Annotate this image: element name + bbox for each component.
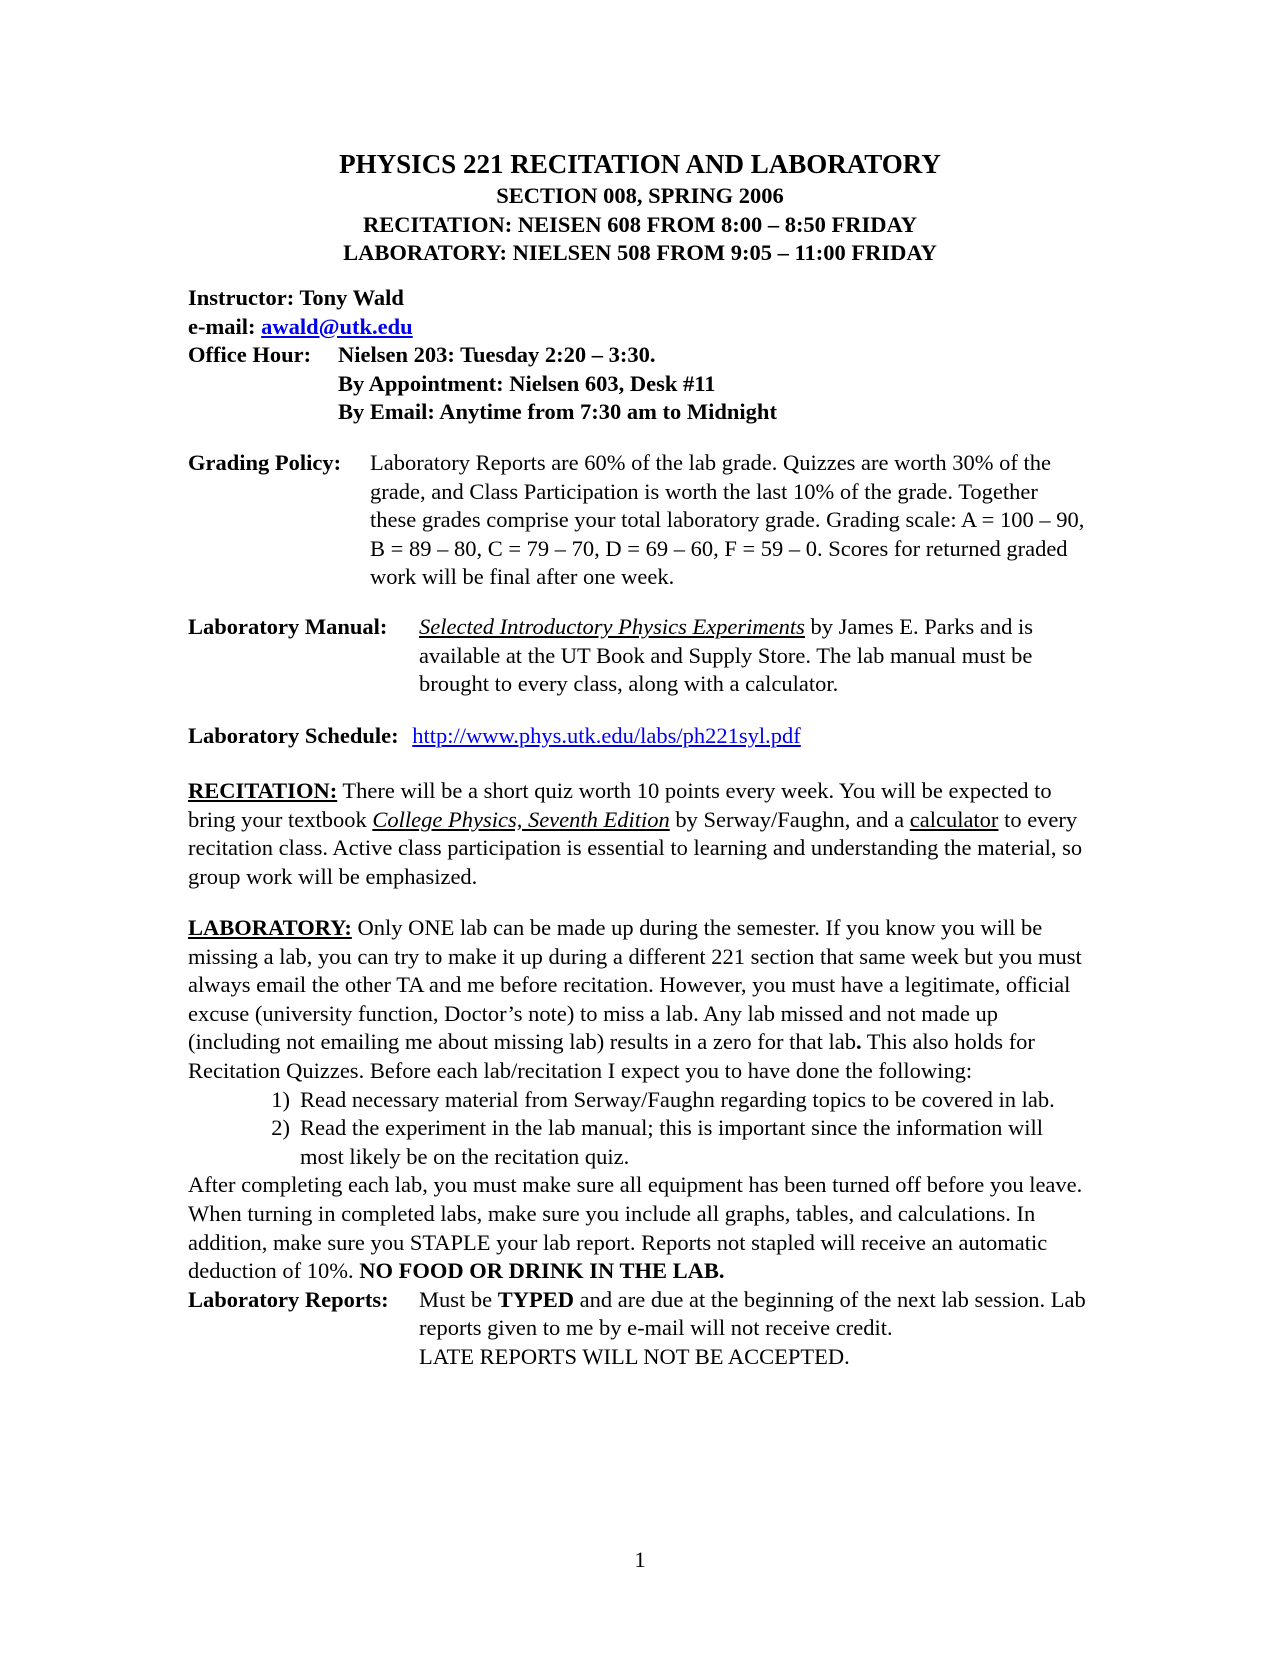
schedule-link[interactable]: http://www.phys.utk.edu/labs/ph221syl.pdf — [412, 723, 801, 748]
email-line — [188, 313, 1088, 342]
grading-policy — [188, 449, 1088, 592]
office-hour-line: By Appointment: Nielsen 603, Desk #11 — [338, 370, 716, 396]
recitation-text-2: by Serway/Faughn, and a — [669, 806, 910, 832]
laboratory-time-line: LABORATORY: NIELSEN 508 FROM 9:05 – 11:00 FRIDAY — [343, 240, 937, 265]
reports-pre: Must be — [419, 1286, 498, 1312]
document-title: PHYSICS 221 RECITATION AND LABORATORY — [339, 149, 941, 179]
reports-text: and are due at the beginning of the next lab session. Lab reports given to me by e-mail will not receive credit. — [419, 1286, 1086, 1341]
list-number: 1) — [271, 1086, 290, 1112]
laboratory-heading: LABORATORY: — [188, 915, 352, 940]
recitation-section — [188, 777, 1088, 891]
laboratory-period: . — [855, 1029, 862, 1055]
office-hour-line: Nielsen 203: Tuesday 2:20 – 3:30. — [338, 342, 656, 368]
manual-description: by James E. Parks and is available at the UT Book and Supply Store. The lab manual must be brought to every class, along with a calculator. — [419, 614, 1034, 697]
laboratory-reports-label: Laboratory Reports: — [188, 1286, 389, 1312]
manual-title: Selected Introductory Physics Experiments — [419, 614, 805, 639]
no-food-warning: NO FOOD OR DRINK IN THE LAB. — [359, 1258, 725, 1284]
list-item — [254, 1114, 1088, 1171]
laboratory-manual-label: Laboratory Manual: — [188, 614, 388, 639]
recitation-heading: RECITATION: — [188, 778, 338, 803]
list-text: Read necessary material from Serway/Faughn regarding topics to be covered in lab. — [300, 1086, 1055, 1112]
office-hours — [188, 341, 1088, 427]
list-text: Read the experiment in the lab manual; this is important since the information will most likely be on the recitation quiz. — [300, 1115, 1043, 1169]
grading-policy-label: Grading Policy: — [188, 450, 342, 475]
preparation-list — [254, 1086, 1088, 1172]
page-number: 1 — [634, 1547, 646, 1572]
textbook-title: College Physics, Seventh Edition — [372, 806, 670, 832]
after-lab-text — [188, 1171, 1088, 1285]
laboratory-schedule-label: Laboratory Schedule: — [188, 723, 399, 748]
laboratory-section — [188, 914, 1088, 1372]
list-number: 2) — [271, 1115, 290, 1141]
section-line: SECTION 008, SPRING 2006 — [496, 183, 784, 208]
list-item — [254, 1086, 1088, 1115]
grading-policy-text: Laboratory Reports are 60% of the lab grade. Quizzes are worth 30% of the grade, and Class Participation is worth the last 10% of the grade. Together these grades comprise your total laboratory grade. Grading scale: A = 100 – 90, B = 89 – 80, C = 79 – 70, D = 69 – 60, F = 59 – 0. Scores for returned graded work will be final after one week. — [370, 450, 1085, 590]
laboratory-text-1: Only ONE lab can be made up during the semester. If you know you will be missing a lab, you can try to make it up during a different 221 section that same week but you must always email the other TA and me before recitation. However, you must have a legitimate, official excuse (university function, Doctor’s note) to miss a lab. Any lab missed and not made up (including not emailing me about missing lab) results in a zero for that lab — [188, 915, 1082, 1055]
email-link[interactable]: awald@utk.edu — [261, 313, 413, 339]
recitation-text-1: There will be a short quiz worth 10 points every week. You will be expected to bring your textbook — [188, 778, 1052, 832]
recitation-time-line: RECITATION: NEISEN 608 FROM 8:00 – 8:50 FRIDAY — [363, 211, 917, 237]
office-hour-label: Office Hour: — [188, 342, 312, 368]
office-hour-lines — [338, 341, 777, 427]
laboratory-manual-text — [419, 613, 1088, 699]
after-lab-instructions: After completing each lab, you must make sure all equipment has been turned off before you leave. When turning in completed labs, make sure you include all graphs, tables, and calculations. In addition, make sure you STAPLE your lab report. Reports not stapled will receive an automatic deduction of 10%. — [188, 1172, 1083, 1284]
instructor-block — [188, 284, 1088, 427]
laboratory-manual — [188, 613, 1088, 699]
laboratory-text-2: This also holds for Recitation Quizzes. Before each lab/recitation I expect you to have done the following: — [188, 1029, 1035, 1083]
document-header — [0, 146, 1280, 268]
instructor-name: Instructor: Tony Wald — [188, 285, 404, 310]
calculator-text: calculator — [909, 806, 999, 832]
laboratory-reports-text — [419, 1286, 1088, 1372]
recitation-text-3: to every recitation class. Active class participation is essential to learning and understanding the material, so group work will be emphasized. — [188, 806, 1083, 889]
laboratory-reports — [188, 1286, 1088, 1372]
typed-text: TYPED — [497, 1286, 575, 1312]
office-hour-line: By Email: Anytime from 7:30 am to Midnight — [338, 399, 777, 425]
laboratory-schedule — [188, 722, 1088, 751]
late-reports-warning: LATE REPORTS WILL NOT BE ACCEPTED. — [419, 1343, 850, 1369]
email-label: e-mail: — [188, 313, 262, 339]
